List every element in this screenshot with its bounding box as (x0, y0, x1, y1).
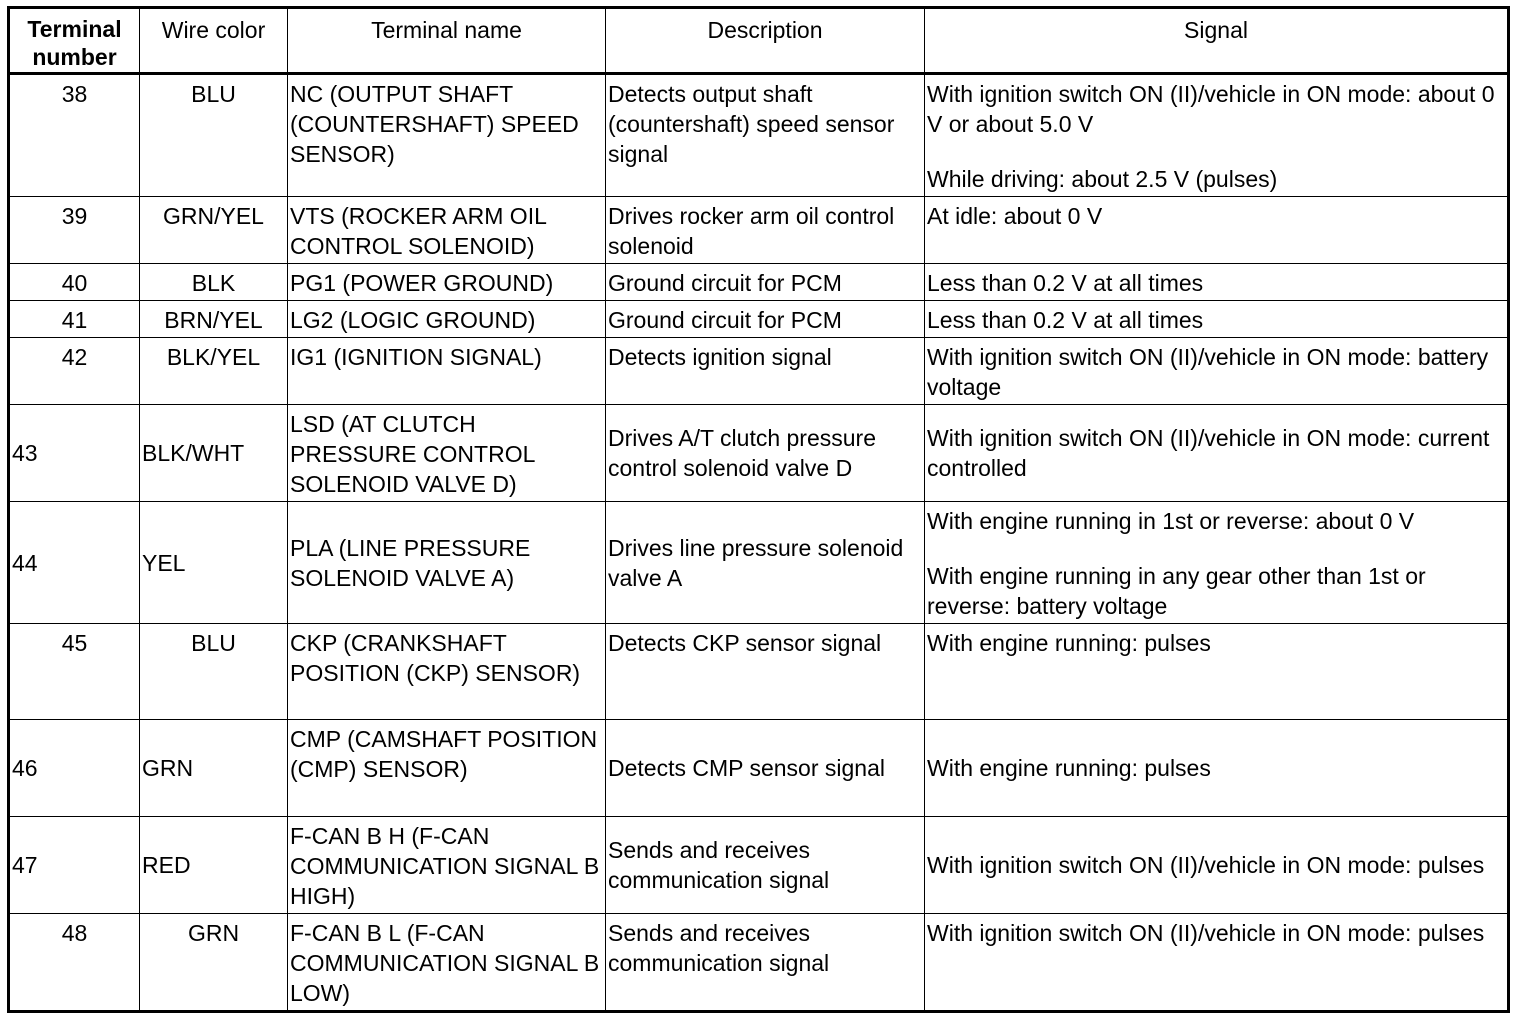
description: Detects output shaft (countershaft) speed sensor signal (606, 74, 925, 197)
terminal-name: VTS (ROCKER ARM OIL CONTROL SOLENOID) (288, 197, 606, 264)
header-description: Description (606, 8, 925, 74)
signal: Less than 0.2 V at all times (925, 301, 1509, 338)
terminal-name: LG2 (LOGIC GROUND) (288, 301, 606, 338)
signal: With ignition switch ON (II)/vehicle in ON mode: pulses (925, 817, 1509, 914)
signal: Less than 0.2 V at all times (925, 264, 1509, 301)
wire-color: BLK (140, 264, 288, 301)
terminal-number: 38 (9, 74, 140, 197)
wire-color: BLK/YEL (140, 338, 288, 405)
table-row (9, 817, 1509, 914)
description: Drives A/T clutch pressure control solenoid valve D (606, 405, 925, 502)
wire-color: GRN (140, 914, 288, 1012)
header-terminal-name: Terminal name (288, 8, 606, 74)
signal: With ignition switch ON (II)/vehicle in ON mode: pulses (925, 914, 1509, 1012)
description: Detects ignition signal (606, 338, 925, 405)
table-row (9, 197, 1509, 264)
wire-color: BLU (140, 624, 288, 720)
terminal-name: PLA (LINE PRESSURE SOLENOID VALVE A) (288, 502, 606, 624)
terminal-number: 44 (9, 502, 140, 624)
signal: With engine running: pulses (925, 720, 1509, 817)
terminal-number: 43 (9, 405, 140, 502)
wire-color: BLK/WHT (140, 405, 288, 502)
wire-color: BLU (140, 74, 288, 197)
terminal-name: IG1 (IGNITION SIGNAL) (288, 338, 606, 405)
signal (925, 502, 1509, 624)
description: Drives rocker arm oil control solenoid (606, 197, 925, 264)
signal: With ignition switch ON (II)/vehicle in ON mode: current controlled (925, 405, 1509, 502)
wire-color: GRN/YEL (140, 197, 288, 264)
terminal-number: 47 (9, 817, 140, 914)
terminal-number: 41 (9, 301, 140, 338)
signal-line: While driving: about 2.5 V (pulses) (927, 166, 1278, 192)
signal-line: With engine running in 1st or reverse: about 0 V (927, 508, 1415, 534)
terminal-number: 45 (9, 624, 140, 720)
table-row (9, 74, 1509, 197)
wire-color: BRN/YEL (140, 301, 288, 338)
description: Sends and receives communication signal (606, 817, 925, 914)
terminal-number: 40 (9, 264, 140, 301)
signal: At idle: about 0 V (925, 197, 1509, 264)
table-row (9, 720, 1509, 817)
table-row (9, 502, 1509, 624)
table-row (9, 301, 1509, 338)
terminal-name: CKP (CRANKSHAFT POSITION (CKP) SENSOR) (288, 624, 606, 720)
description: Detects CKP sensor signal (606, 624, 925, 720)
terminal-name: CMP (CAMSHAFT POSITION (CMP) SENSOR) (288, 720, 606, 817)
terminal-table (7, 6, 1510, 1013)
terminal-number: 46 (9, 720, 140, 817)
terminal-name: F-CAN B L (F-CAN COMMUNICATION SIGNAL B LOW) (288, 914, 606, 1012)
table-row (9, 914, 1509, 1012)
signal-line: With ignition switch ON (II)/vehicle in ON mode: about 0 V or about 5.0 V (927, 81, 1495, 137)
header-terminal-number: Terminal number (9, 8, 140, 74)
header-signal: Signal (925, 8, 1509, 74)
table-row (9, 264, 1509, 301)
terminal-name: F-CAN B H (F-CAN COMMUNICATION SIGNAL B HIGH) (288, 817, 606, 914)
signal (925, 74, 1509, 197)
description: Drives line pressure solenoid valve A (606, 502, 925, 624)
table-row (9, 405, 1509, 502)
terminal-name: PG1 (POWER GROUND) (288, 264, 606, 301)
terminal-number: 48 (9, 914, 140, 1012)
wire-color: RED (140, 817, 288, 914)
table-row (9, 338, 1509, 405)
wire-color: GRN (140, 720, 288, 817)
header-row (9, 8, 1509, 74)
description: Ground circuit for PCM (606, 264, 925, 301)
signal-line: With engine running in any gear other than 1st or reverse: battery voltage (927, 563, 1426, 619)
signal: With ignition switch ON (II)/vehicle in ON mode: battery voltage (925, 338, 1509, 405)
terminal-number: 42 (9, 338, 140, 405)
description: Sends and receives communication signal (606, 914, 925, 1012)
description: Ground circuit for PCM (606, 301, 925, 338)
wire-color: YEL (140, 502, 288, 624)
signal: With engine running: pulses (925, 624, 1509, 720)
terminal-number: 39 (9, 197, 140, 264)
header-wire-color: Wire color (140, 8, 288, 74)
description: Detects CMP sensor signal (606, 720, 925, 817)
terminal-name: LSD (AT CLUTCH PRESSURE CONTROL SOLENOID VALVE D) (288, 405, 606, 502)
terminal-name: NC (OUTPUT SHAFT (COUNTERSHAFT) SPEED SENSOR) (288, 74, 606, 197)
table-row (9, 624, 1509, 720)
